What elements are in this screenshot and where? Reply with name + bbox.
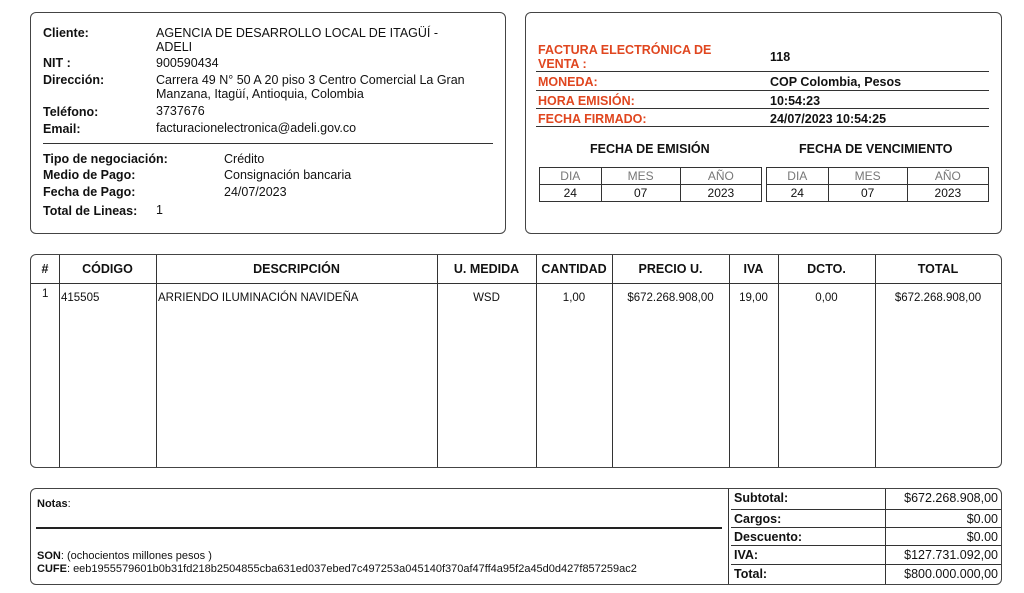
- email-value: facturacionelectronica@adeli.gov.co: [156, 121, 357, 135]
- col-header-codigo: CÓDIGO: [82, 262, 133, 276]
- items-header-divider: [31, 283, 1001, 284]
- vencimiento-dia: 24: [767, 185, 829, 202]
- factura-label-line2: VENTA :: [538, 57, 587, 71]
- subtotal-value: $672.268.908,00: [904, 491, 998, 505]
- emision-mes-header: MES: [601, 168, 680, 185]
- hora-emision-value: 10:54:23: [770, 94, 821, 108]
- items-table: [30, 254, 1002, 468]
- fecha-pago-value: 24/07/2023: [224, 185, 287, 199]
- iva-row: [731, 545, 1002, 564]
- cufe-text: : eeb1955579601b0b31fd218b2504855cba631ed037ebed7c497253a045140f370af47ff4a95f2a45d0d427f857259ac2: [66, 563, 637, 575]
- total-value: $800.000.000,00: [904, 567, 998, 581]
- vencimiento-ano: 2023: [907, 185, 988, 202]
- column-divider: [59, 255, 60, 467]
- col-header-unidad: U. MEDIDA: [453, 262, 520, 276]
- subtotal-row: [731, 489, 1002, 507]
- client-name-line1: AGENCIA DE DESARROLLO LOCAL DE ITAGÜÍ -: [156, 26, 439, 40]
- client-info-panel: [30, 12, 506, 234]
- vencimiento-dia-header: DIA: [767, 168, 829, 185]
- cufe-line: [37, 563, 637, 575]
- invoice-info-panel: [525, 12, 1002, 234]
- column-divider: [612, 255, 613, 467]
- column-divider: [536, 255, 537, 467]
- total-row: [731, 564, 1002, 583]
- totals-divider: [728, 489, 729, 584]
- phone-value: 3737676: [156, 104, 205, 118]
- invoice-divider: [536, 90, 989, 91]
- son-text: : (ochocientos millones pesos ): [60, 550, 212, 562]
- notas-colon: :: [67, 498, 71, 510]
- notes-divider: [36, 527, 722, 529]
- fecha-firmado-label: FECHA FIRMADO:: [538, 112, 647, 126]
- address-line2: Manzana, Itagüí, Antioquia, Colombia: [156, 87, 364, 101]
- column-divider: [875, 255, 876, 467]
- phone-label: Teléfono:: [43, 105, 99, 119]
- invoice-divider: [536, 126, 989, 127]
- notas-label: [37, 497, 71, 511]
- emision-ano: 2023: [680, 185, 761, 202]
- client-label: Cliente:: [43, 26, 89, 40]
- client-name-line2: ADELI: [156, 40, 193, 54]
- column-divider: [437, 255, 438, 467]
- row-dcto: 0,00: [815, 292, 838, 304]
- row-cantidad: 1,00: [562, 292, 586, 304]
- fecha-vencimiento-title: FECHA DE VENCIMIENTO: [799, 142, 953, 156]
- fecha-firmado-value: 24/07/2023 10:54:25: [770, 112, 887, 126]
- row-total: $672.268.908,00: [894, 292, 982, 304]
- row-codigo: 415505: [61, 292, 100, 304]
- client-divider: [43, 143, 493, 144]
- factura-label-line1: FACTURA ELECTRÓNICA DE: [538, 43, 712, 57]
- descuento-row: [731, 527, 1002, 546]
- row-unidad: WSD: [473, 292, 500, 304]
- address-line1: Carrera 49 N° 50 A 20 piso 3 Centro Comercial La Gran: [156, 73, 465, 87]
- fecha-vencimiento-table: [766, 167, 989, 202]
- vencimiento-mes-header: MES: [828, 168, 907, 185]
- fecha-emision-title: FECHA DE EMISIÓN: [590, 142, 710, 156]
- email-label: Email:: [43, 122, 81, 136]
- medio-pago-value: Consignación bancaria: [224, 168, 352, 182]
- nit-value: 900590434: [156, 56, 219, 70]
- moneda-value: COP Colombia, Pesos: [770, 75, 902, 89]
- total-lineas-label: Total de Lineas:: [43, 204, 138, 218]
- tipo-negociacion-value: Crédito: [224, 152, 265, 166]
- col-header-cantidad: CANTIDAD: [541, 262, 607, 276]
- cargos-row: [731, 509, 1002, 528]
- fecha-pago-label: Fecha de Pago:: [43, 185, 136, 199]
- descuento-value: $0.00: [966, 530, 998, 544]
- invoice-divider: [536, 71, 989, 72]
- col-header-dcto: DCTO.: [807, 262, 846, 276]
- row-precio: $672.268.908,00: [627, 292, 714, 304]
- moneda-label: MONEDA:: [538, 75, 598, 89]
- iva-value: $127.731.092,00: [904, 548, 998, 562]
- column-divider: [778, 255, 779, 467]
- total-lineas-value: 1: [156, 203, 163, 217]
- cufe-label: CUFE: [37, 563, 67, 575]
- col-header-descripcion: DESCRIPCIÓN: [253, 262, 340, 276]
- row-number: 1: [42, 288, 49, 300]
- address-label: Dirección:: [43, 73, 105, 87]
- emision-dia-header: DIA: [540, 168, 602, 185]
- subtotal-label: Subtotal:: [734, 491, 789, 505]
- total-label: Total:: [734, 567, 768, 581]
- invoice-divider: [536, 108, 989, 109]
- cargos-label: Cargos:: [734, 512, 782, 526]
- notes-totals-panel: [30, 488, 1002, 585]
- factura-number: 118: [770, 50, 791, 64]
- son-line: [37, 550, 212, 562]
- nit-label: NIT :: [43, 56, 71, 70]
- tipo-negociacion-label: Tipo de negociación:: [43, 152, 168, 166]
- son-label: SON: [37, 550, 61, 562]
- notas-label-text: Notas: [37, 498, 68, 510]
- column-divider: [156, 255, 157, 467]
- cargos-value: $0.00: [966, 512, 998, 526]
- column-divider: [729, 255, 730, 467]
- emision-mes: 07: [601, 185, 680, 202]
- col-header-number: #: [41, 262, 49, 276]
- row-descripcion: ARRIENDO ILUMINACIÓN NAVIDEÑA: [158, 292, 359, 304]
- hora-emision-label: HORA EMISIÓN:: [538, 94, 635, 108]
- col-header-iva: IVA: [743, 262, 764, 276]
- emision-ano-header: AÑO: [680, 168, 761, 185]
- vencimiento-mes: 07: [828, 185, 907, 202]
- descuento-label: Descuento:: [734, 530, 803, 544]
- col-header-total: TOTAL: [917, 262, 959, 276]
- emision-dia: 24: [540, 185, 602, 202]
- col-header-precio: PRECIO U.: [638, 262, 703, 276]
- vencimiento-ano-header: AÑO: [907, 168, 988, 185]
- medio-pago-label: Medio de Pago:: [43, 168, 136, 182]
- row-iva: 19,00: [739, 292, 768, 304]
- iva-label: IVA:: [734, 548, 759, 562]
- fecha-emision-table: [539, 167, 762, 202]
